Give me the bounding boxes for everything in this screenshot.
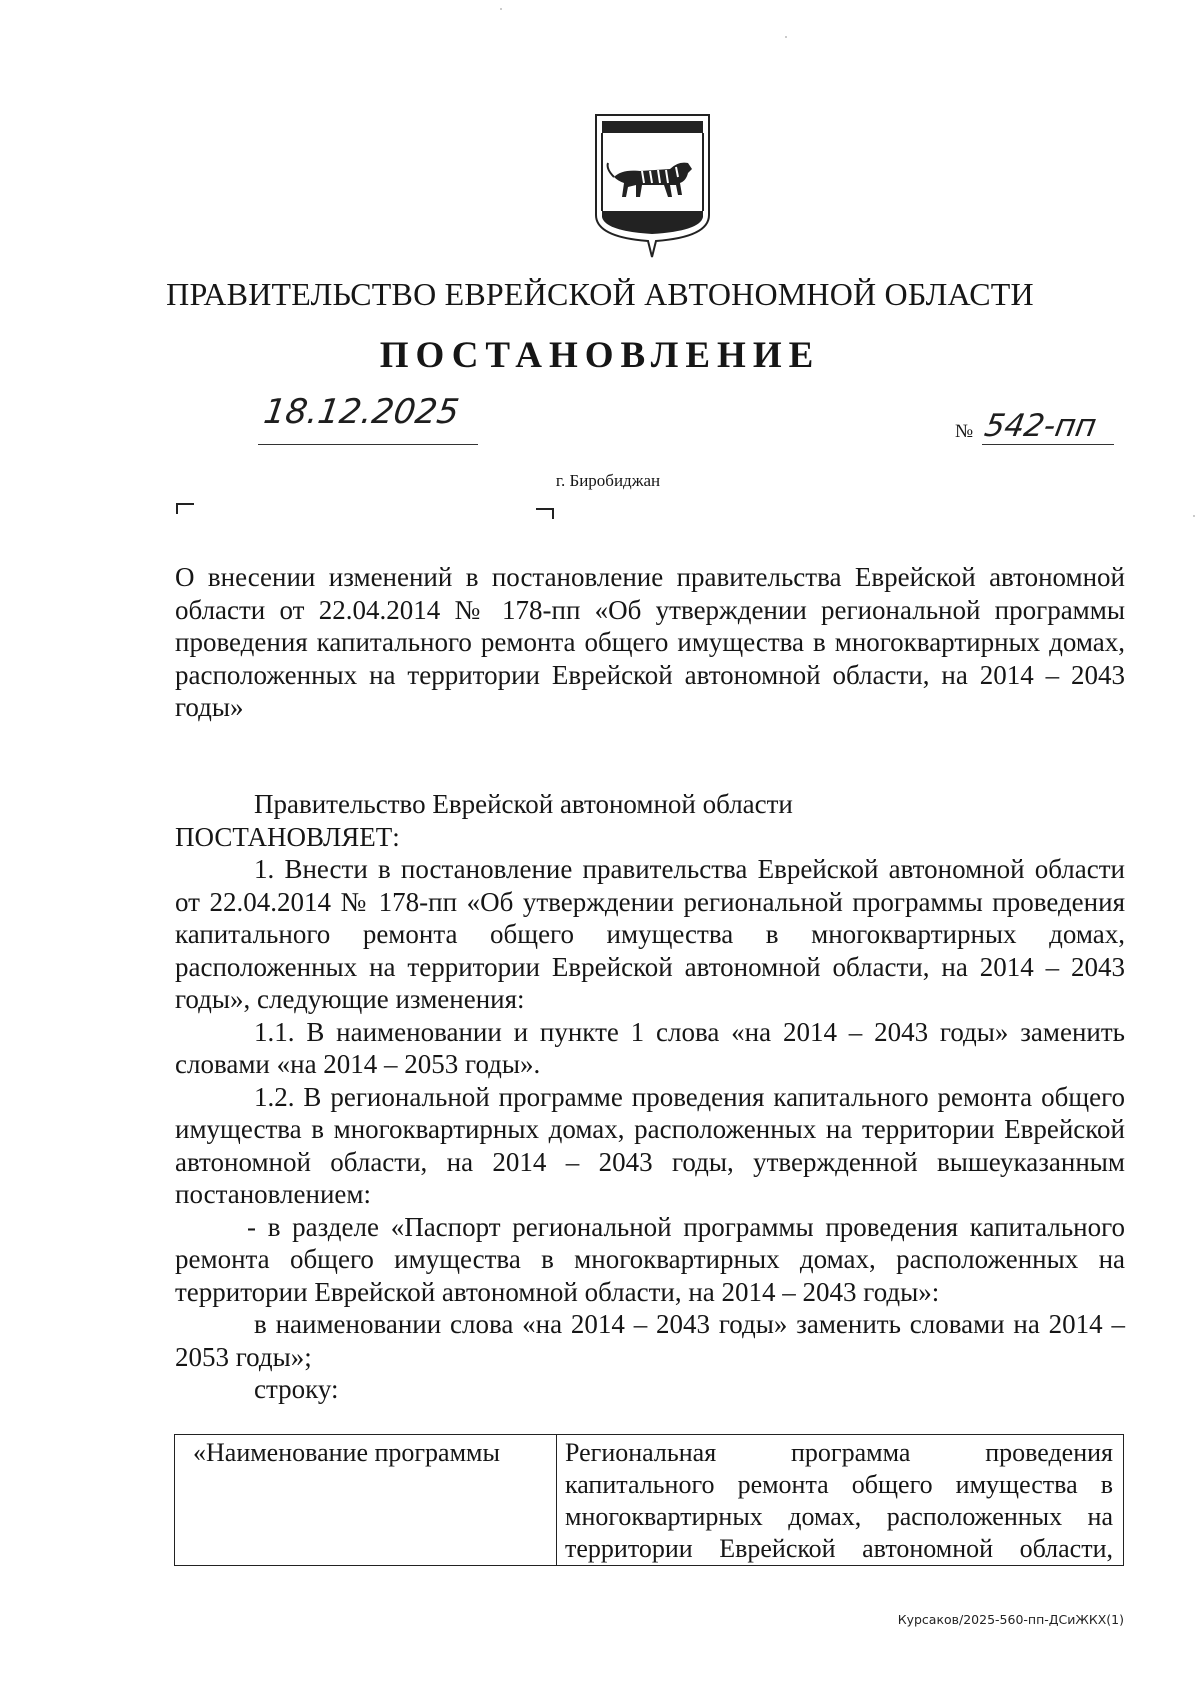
paragraph-1: 1. Внести в постановление правительства Еврейской автономной области от 22.04.2014 № 178-пп «Об утверждении региональной программы проведения капитального ремонта общего имущества в многоквартирных домах, расположенных на территории Еврейской автономной области, на 2014 – 2043 годы», следующие изменения: [175, 854, 1125, 1014]
paragraph-1-2: 1.2. В региональной программе проведения капитального ремонта общего имущества в многоквартирных домах, расположенных на территории Еврейской автономной области, на 2014 – 2043 годы, утвержденной вышеуказанным постановлением: [175, 1081, 1125, 1209]
scan-speck [500, 8, 502, 10]
document-subject: О внесении изменений в постановление правительства Еврейской автономной области от 22.04.2014 № 178-пп «Об утверждении региональной программы проведения капитального ремонта общего имущества в многоквартирных домах, расположенных на территории Еврейской автономной области, на 2014 – 2043 годы» [175, 562, 1125, 722]
table-cell-line: Региональная программа проведения [565, 1438, 1113, 1467]
document-type-title: ПОСТАНОВЛЕНИЕ [379, 335, 821, 376]
corner-bracket-right [536, 508, 554, 519]
paragraph-row: строку: [254, 1374, 339, 1404]
handwritten-number: 542-пп [981, 408, 1100, 444]
handwritten-date: 18.12.2025 [261, 392, 462, 432]
number-label: № [955, 421, 974, 442]
table-cell-line: капитального ремонта общего имущества в [565, 1470, 1113, 1499]
corner-bracket-left [176, 503, 194, 514]
table-cell-line: многоквартирных домах, расположенных на [565, 1502, 1113, 1531]
coat-of-arms-tiger-icon [592, 111, 713, 259]
footer-code: Курсаков/2025-560-пп-ДСиЖКХ(1) [897, 1612, 1124, 1627]
paragraph-name: в наименовании слова «на 2014 – 2043 годы» заменить словами на 2014 – 2053 годы»; [175, 1309, 1125, 1372]
table-cell-value [557, 1435, 1124, 1566]
preamble: Правительство Еврейской автономной области [254, 789, 793, 819]
decree-word: ПОСТАНОВЛЯЕТ: [175, 821, 400, 852]
table-cell-line: территории Еврейской автономной области, [565, 1534, 1113, 1563]
passport-table [174, 1434, 1124, 1566]
scan-speck [1193, 515, 1195, 517]
table-cell-label: «Наименование программы [175, 1435, 557, 1566]
number-underline [982, 444, 1114, 445]
paragraph-1-1: 1.1. В наименовании и пункте 1 слова «на 2014 – 2043 годы» заменить словами «на 2014 – 2053 годы». [175, 1016, 1125, 1079]
date-underline [258, 444, 478, 445]
document-body [175, 788, 1125, 1406]
table-row [175, 1435, 1124, 1566]
government-title: ПРАВИТЕЛЬСТВО ЕВРЕЙСКОЙ АВТОНОМНОЙ ОБЛАСТИ [166, 276, 1034, 312]
scan-speck [785, 36, 787, 38]
city-label: г. Биробиджан [555, 471, 661, 490]
paragraph-section: - в разделе «Паспорт региональной программы проведения капитального ремонта общего имущества в многоквартирных домах, расположенных на территории Еврейской автономной области, на 2014 – 2043 годы»: [175, 1211, 1125, 1307]
